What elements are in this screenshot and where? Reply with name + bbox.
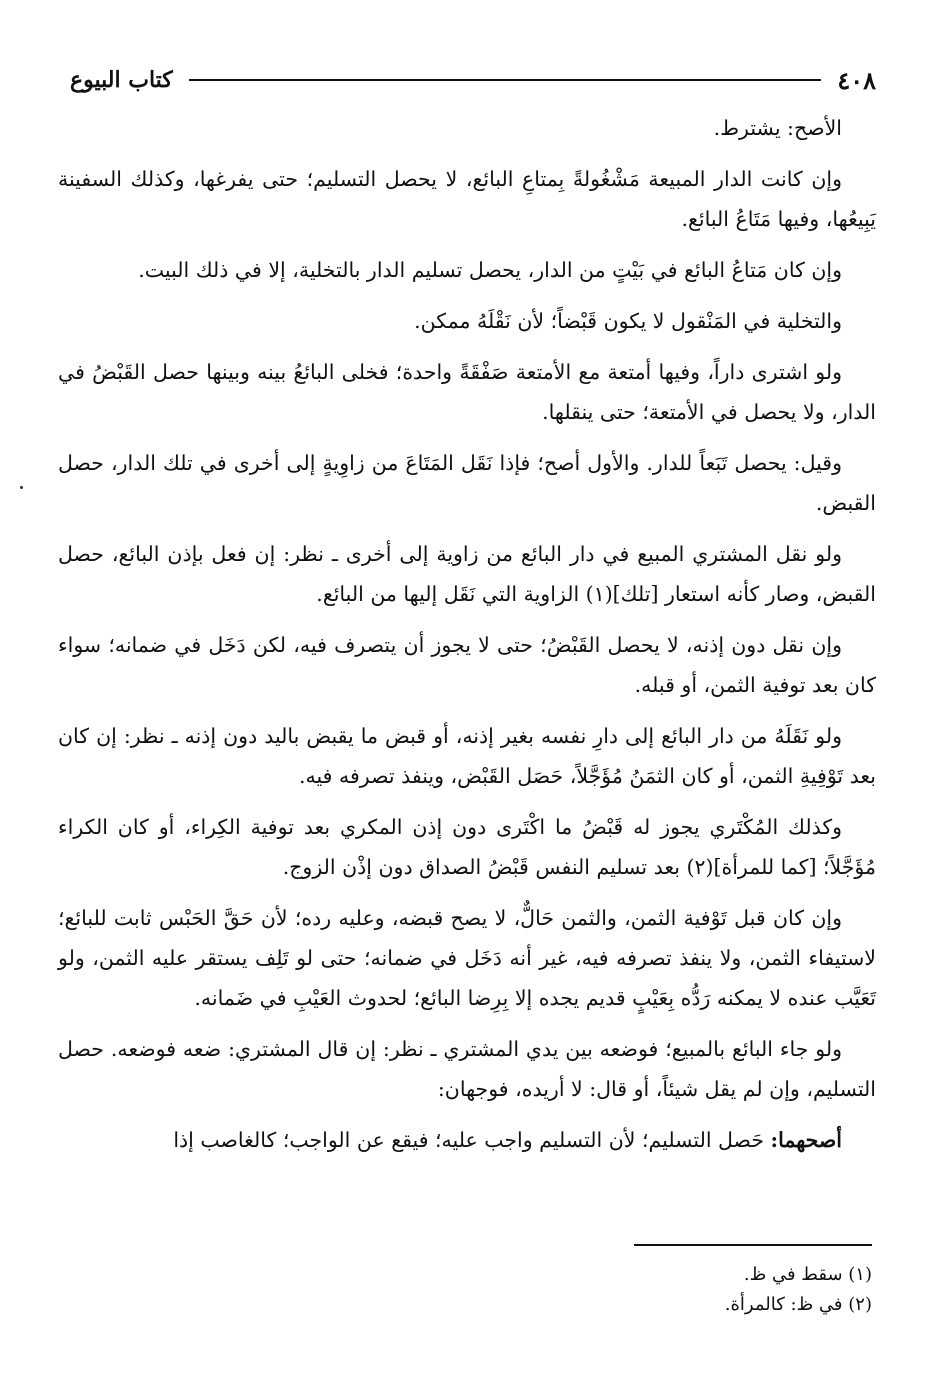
paragraph-text: حَصل التسليم؛ لأن التسليم واجب عليه؛ فيقع عن الواجب؛ كالغاصب إذا xyxy=(173,1128,765,1152)
paragraph-last xyxy=(58,1120,876,1160)
paragraph: ولو جاء البائع بالمبيع؛ فوضعه بين يدي المشتري ـ نظر: إن قال المشتري: ضعه فوضعه. حصل التسليم، وإن لم يقل شيئاً، أو قال: لا أريده، فوجهان: xyxy=(58,1037,876,1101)
paragraph: وإن كان قبل تَوْفية الثمن، والثمن حَالٌّ، لا يصح قبضه، وعليه رده؛ لأن حَقَّ الحَبْس ثابت للبائع؛ لاستيفاء الثمن، ولا ينفذ تصرفه فيه، غير أنه دَخَل في ضمانه؛ حتى لو تَلِف يستقر عليه الثمن، ولو تَعَيَّب عنده لا يمكنه رَدُّه بِعَيْبٍ قديم يجده إلا بِرِضا البائع؛ لحدوث العَيْبِ في ضَمانه. xyxy=(58,906,876,1010)
page-number: ٤٠٨ xyxy=(837,65,876,95)
paragraph: ولو اشترى داراً، وفيها أمتعة مع الأمتعة صَفْقَةً واحدة؛ فخلى البائعُ بينه وبينها حصل القَبْضُ في الدار، ولا يحصل في الأمتعة؛ حتى ينقلها. xyxy=(58,360,876,424)
paragraph: ولو نَقَلَهُ من دار البائع إلى دارِ نفسه بغير إذنه، أو قبض ما يقبض باليد دون إذنه ـ نظر: إن كان بعد تَوْفِيةِ الثمن، أو كان الثمَنُ مُؤَجَّلاً، حَصَل القَبْض، وينفذ تصرفه فيه. xyxy=(58,724,876,788)
page-header xyxy=(70,62,876,98)
paragraph: وإن نقل دون إذنه، لا يحصل القَبْضُ؛ حتى لا يجوز أن يتصرف فيه، لكن دَخَل في ضمانه؛ سواء كان بعد توفية الثمن، أو قبله. xyxy=(58,633,876,697)
paragraph: الأصح: يشترط. xyxy=(713,116,842,140)
scan-speck xyxy=(20,486,23,489)
paragraph: وقيل: يحصل تَبَعاً للدار. والأول أصح؛ فإذا نَقَل المَتَاعَ من زاوِيةٍ إلى أخرى في تلك الدار، حصل القبض. xyxy=(58,451,876,515)
paragraph: وكذلك المُكْتَري يجوز له قَبْضُ ما اكْتَرى دون إذن المكري بعد توفية الكِراء، أو كان الكراء مُؤَجَّلاً؛ [كما للمرأة](٢) بعد تسليم النفس قَبْضُ الصداق دون إذْن الزوج. xyxy=(58,815,876,879)
paragraph: وإن كانت الدار المبيعة مَشْغُولةً بِمتاعِ البائع، لا يحصل التسليم؛ حتى يفرغها، وكذلك السفينة يَبِيعُها، وفيها مَتَاعُ البائع. xyxy=(58,167,876,231)
footnotes xyxy=(372,1260,872,1320)
book-title: كتاب البيوع xyxy=(70,67,173,93)
paragraph: والتخلية في المَنْقول لا يكون قَبْضاً؛ لأن نَقْلَهُ ممكن. xyxy=(414,309,842,333)
footnote: (٢) في ظ: كالمرأة. xyxy=(724,1294,872,1315)
footnote-separator xyxy=(634,1244,872,1246)
paragraph-lead: أصحهما: xyxy=(770,1128,842,1152)
header-rule xyxy=(189,79,822,81)
paragraph: ولو نقل المشتري المبيع في دار البائع من زاوية إلى أخرى ـ نظر: إن فعل بإذن البائع، حصل القبض، وصار كأنه استعار [تلك](١) الزاوية التي نَقَل إليها من البائع. xyxy=(58,542,876,606)
main-text xyxy=(58,108,876,1171)
paragraph: وإن كان مَتاعُ البائع في بَيْتٍ من الدار، يحصل تسليم الدار بالتخلية، إلا في ذلك البيت. xyxy=(138,258,842,282)
footnote: (١) سقط في ظ. xyxy=(743,1264,872,1285)
